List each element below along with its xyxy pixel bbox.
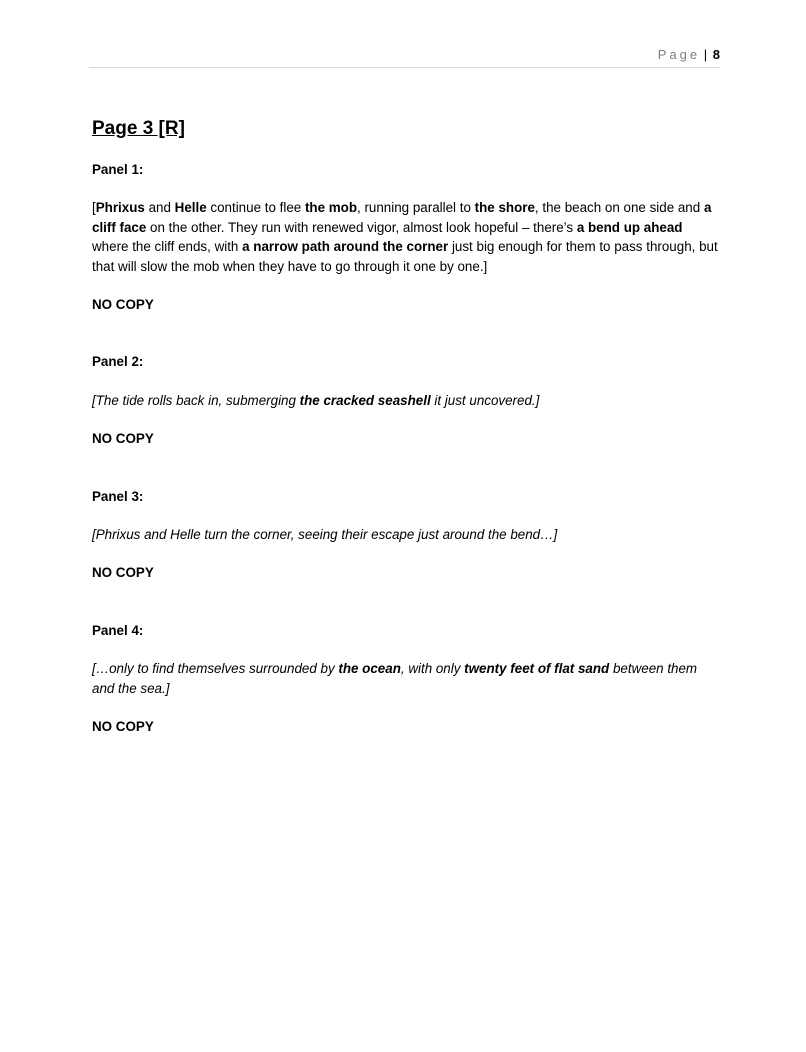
page-separator: | (703, 47, 708, 62)
panel-copy: NO COPY (92, 297, 154, 313)
panel-description: [The tide rolls back in, submerging the cracked seashell it just uncovered.] (92, 392, 540, 408)
panel-label: Panel 4: (92, 622, 144, 638)
panel-copy: NO COPY (92, 565, 154, 581)
panel-4 (92, 621, 718, 737)
script-body (92, 117, 718, 775)
panel-2 (92, 352, 718, 448)
panel-copy: NO COPY (92, 431, 154, 447)
page-label: Page (657, 47, 701, 62)
panel-description: [Phrixus and Helle turn the corner, seeing their escape just around the bend…] (92, 527, 558, 543)
page-number: 8 (712, 47, 720, 62)
panel-copy: NO COPY (92, 719, 154, 735)
page-title: Page 3 [R] (92, 118, 185, 139)
panel-description: […only to find themselves surrounded by the ocean, with only twenty feet of flat sand between them and the sea.] (92, 661, 698, 696)
page-header (89, 47, 720, 68)
panel-label: Panel 3: (92, 488, 144, 504)
panel-1 (92, 160, 718, 314)
panel-label: Panel 1: (92, 162, 144, 177)
panel-description: [Phrixus and Helle continue to flee the mob, running parallel to the shore, the beach on one side and a cliff face on the other. They run with renewed vigor, almost look hopeful – there’s a bend up ahead where the cliff ends, with a narrow path around the corner just big enough for them to pass through, but that will slow the mob when they have to go through it one by one.] (92, 200, 718, 274)
panel-3 (92, 487, 718, 583)
panel-label: Panel 2: (92, 354, 144, 370)
